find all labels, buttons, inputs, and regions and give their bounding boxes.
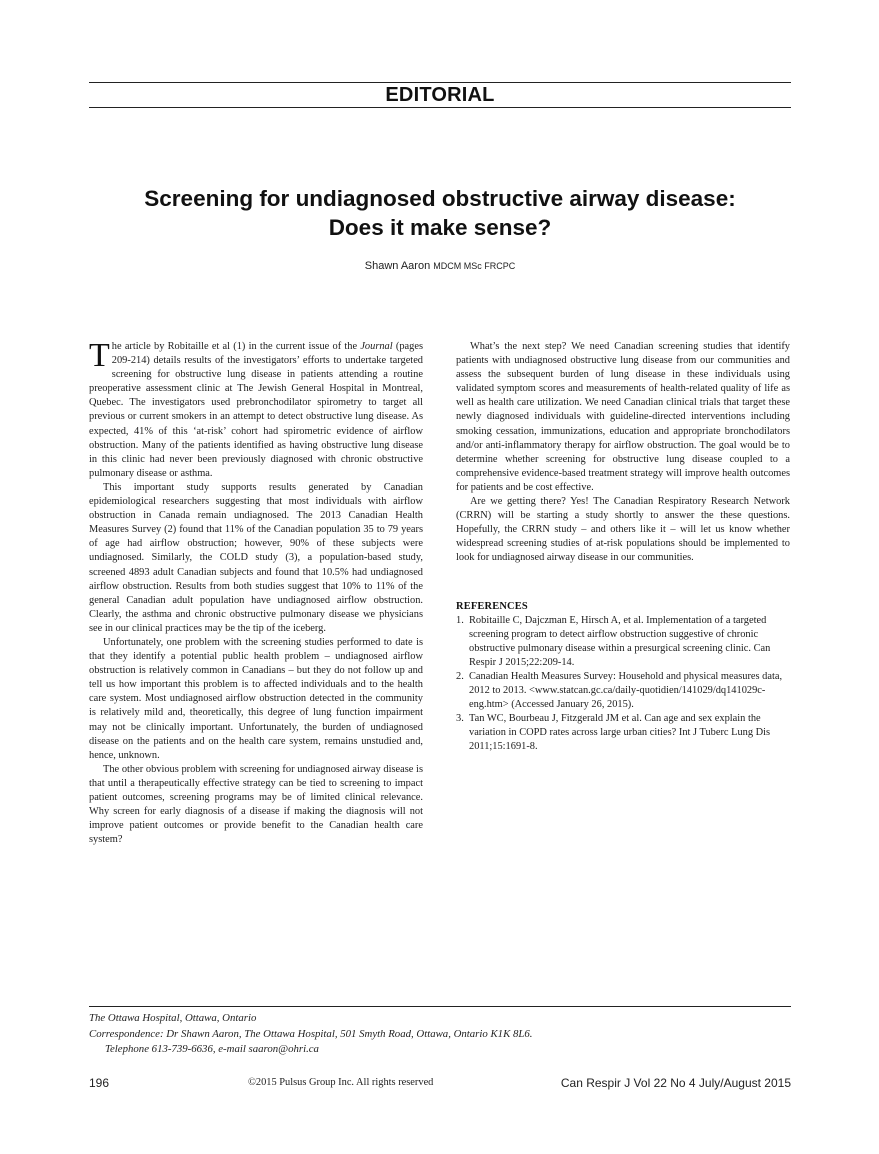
reference-number: 3.	[456, 713, 464, 725]
reference-number: 1.	[456, 614, 464, 626]
paragraph-5: What’s the next step? We need Canadian screening studies that identify patients with undiagnosed obstructive lung disease from our communities and assess the subsequent burden of lung disease in these individuals using validated symptom scores and measurements of health-related quality of life as well as health care utilization. We need Canadian clinical trials that target these newly diagnosed individuals with guideline-directed interventions including smoking cessation, immunizations, education and appropriate bronchodilators and/or anti-inflammatory therapy for airflow obstruction. The goal would be to determine whether screening for obstructive lung disease coupled to a comprehensive evidence-based treatment strategy will improve health outcomes for patients and be cost effective.	[456, 341, 790, 493]
footer-rule	[89, 1006, 791, 1007]
author-byline	[89, 260, 791, 272]
references-heading: REFERENCES	[456, 600, 528, 612]
journal-word: Journal	[360, 341, 393, 352]
right-column	[456, 340, 790, 755]
journal-reference: Can Respir J Vol 22 No 4 July/August 2015	[560, 1076, 791, 1090]
paragraph-6: Are we getting there? Yes! The Canadian Respiratory Research Network (CRRN) will be starting a study shortly to answer the these questions. Hopefully, the CRRN study – and others like it – will let us know whether widespread screening studies of at-risk populations should be implemented to look for undiagnosed airway disease in our communities.	[456, 496, 790, 564]
paragraph-4: The other obvious problem with screening for undiagnosed airway disease is that until a therapeutically effective strategy can be tied to screening to impact patient outcomes, screening programs may be of limited clinical relevance. Why screen for early diagnosis of a disease if making the diagnosis will not improve patient outcomes or provide benefit to the Canadian health care system?	[89, 763, 423, 846]
paragraph-2: This important study supports results generated by Canadian epidemiological researchers suggesting that most individuals with airflow obstruction in Canada remain undiagnosed. The 2013 Canadian Health Measures Survey (2) found that 11% of the Canadian population 35 to 79 years of age had airflow obstruction; however, 90% of these subjects were undiagnosed. Similarly, the COLD study (3), a population-based study, screened 4893 adult Canadian subjects and found that 10.5% had undiagnosed airflow obstruction. Results from both studies suggest that 10% to 11% of the general Canadian adult population have undiagnosed airflow obstruction. Clearly, the asthma and chronic obstructive pulmonary disease we physicians see in our clinical practices may be the tip of the iceberg.	[89, 481, 423, 634]
reference-number: 2.	[456, 670, 464, 682]
header-rule-top	[89, 82, 791, 83]
page-number: 196	[89, 1076, 110, 1090]
references-list	[456, 614, 790, 755]
footer-notes	[89, 1011, 791, 1058]
paragraph-1	[89, 337, 423, 481]
drop-cap: T	[89, 337, 110, 374]
affiliation: The Ottawa Hospital, Ottawa, Ontario	[89, 1012, 257, 1024]
header-rule-bottom	[89, 107, 791, 108]
paragraph-1-text-a: he article by Robitaille et al (1) in the current issue of the	[111, 341, 361, 352]
author-credentials: MDCM MSc FRCPC	[433, 261, 516, 271]
contact-info: Telephone 613-739-6636, e-mail saaron@ohri.ca	[105, 1043, 319, 1055]
title-line-2: Does it make sense?	[328, 215, 552, 240]
reference-item	[456, 670, 790, 712]
paragraph-3: Unfortunately, one problem with the screening studies performed to date is that they identify a potential public health problem – undiagnosed airflow obstruction is relatively common in Canadians – but they do not follow up and tell us how important this problem is to affected individuals and to the health care system. Most undiagnosed airflow obstruction detected in the community is relatively mild and, theoretically, this degree of lung function impairment may not be clinically important. Unfortunately, the burden of undiagnosed disease on the patients and on the health care system, remains unstudied and, hence, unknown.	[89, 636, 423, 761]
section-label: EDITORIAL	[385, 84, 495, 106]
reference-text: Robitaille C, Dajczman E, Hirsch A, et al. Implementation of a targeted screening program to detect airflow obstruction suggestive of chronic obstructive pulmonary disease within a presurgical screening clinic. Can Respir J 2015;22:209-14.	[469, 614, 771, 668]
title-line-1: Screening for undiagnosed obstructive airway disease:	[144, 186, 736, 211]
reference-text: Canadian Health Measures Survey: Household and physical measures data, 2012 to 2013. <www.statcan.gc.ca/daily-quotidien/141029/dq141029c-eng.htm> (Accessed January 26, 2015).	[469, 670, 783, 711]
article-title	[89, 184, 791, 242]
paragraph-1-text-b: (pages 209-214) details results of the investigators’ efforts to undertake targeted screening for obstructive lung disease in patients attending a routine preoperative assessment clinic at The Jewish General Hospital in Montreal, Quebec. The investigators used prebronchodilator spirometry to target all previous or current smokers in an attempt to detect obstructive lung disease. As expected, 41% of this ‘at-risk’ cohort had spirometric evidence of airflow obstruction. Many of the patients identified as having obstructive lung disease in this clinic had never been previously diagnosed with chronic obstructive pulmonary disease or asthma.	[89, 341, 423, 479]
copyright-notice: ©2015 Pulsus Group Inc. All rights reserved	[248, 1077, 434, 1088]
left-column	[89, 337, 423, 847]
reference-text: Tan WC, Bourbeau J, Fitzgerald JM et al. Can age and sex explain the variation in COPD rates across large urban cities? Int J Tuberc Lung Dis 2011;15:1691-8.	[469, 713, 771, 753]
reference-item	[456, 614, 790, 670]
author-name: Shawn Aaron	[364, 260, 431, 272]
correspondence: Correspondence: Dr Shawn Aaron, The Ottawa Hospital, 501 Smyth Road, Ottawa, Ontario K1K 8L6.	[89, 1027, 533, 1040]
reference-item	[456, 712, 790, 754]
